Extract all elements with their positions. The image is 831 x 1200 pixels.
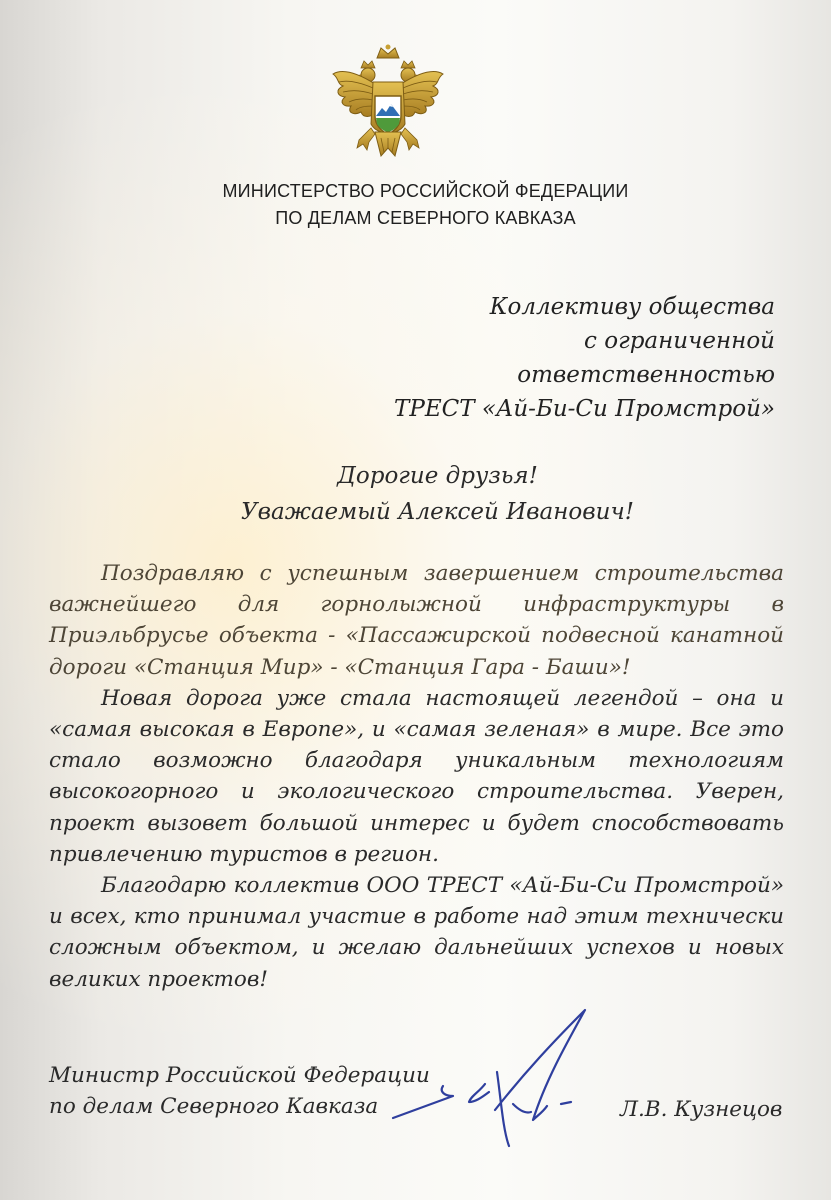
signatory-name: Л.В. Кузнецов — [620, 1097, 783, 1122]
addressee-line2: с ограниченной ответственностью — [517, 328, 775, 388]
letter-body — [49, 558, 784, 995]
ministry-name-line2: ПО ДЕЛАМ СЕВЕРНОГО КАВКАЗА — [275, 208, 576, 228]
signatory-title-line2: по делам Северного Кавказа — [49, 1094, 379, 1119]
greeting-line1: Дорогие друзья! — [337, 463, 538, 489]
greeting-block — [0, 458, 831, 530]
greeting-line2: Уважаемый Алексей Иванович! — [240, 499, 635, 525]
double-headed-eagle-emblem-icon — [329, 44, 447, 174]
handwritten-signature-icon — [385, 1000, 615, 1160]
addressee-line1: Коллективу общества — [489, 294, 775, 320]
body-paragraph-3: Благодарю коллектив ООО ТРЕСТ «Ай-Би-Си Промстрой» и всех, кто принимал участие в работе над этим технически сложным объектом, и желаю дальнейших успехов и новых великих проектов! — [49, 873, 784, 992]
body-paragraph-2: Новая дорога уже стала настоящей легендой – она и «самая высокая в Европе», и «самая зеленая» в мире. Все это стало возможно благодаря уникальным технологиям высокогорного и экологического строительства. Уверен, проект вызовет большой интерес и будет способствовать привлечению туристов в регион. — [49, 685, 784, 867]
ministry-name-line1: МИНИСТЕРСТВО РОССИЙСКОЙ ФЕДЕРАЦИИ — [222, 181, 629, 201]
signatory-title — [49, 1060, 430, 1122]
addressee-block — [345, 290, 775, 426]
body-paragraph-1: Поздравляю с успешным завершением строительства важнейшего для горнолыжной инфраструктуры в Приэльбрусье объекта - «Пассажирской подвесной канатной дороги «Станция Мир» - «Станция Гара - Баши»! — [49, 561, 784, 680]
ministry-header — [0, 178, 831, 232]
signatory-title-line1: Министр Российской Федерации — [49, 1063, 430, 1088]
addressee-line3: ТРЕСТ «Ай-Би-Си Промстрой» — [394, 396, 775, 422]
